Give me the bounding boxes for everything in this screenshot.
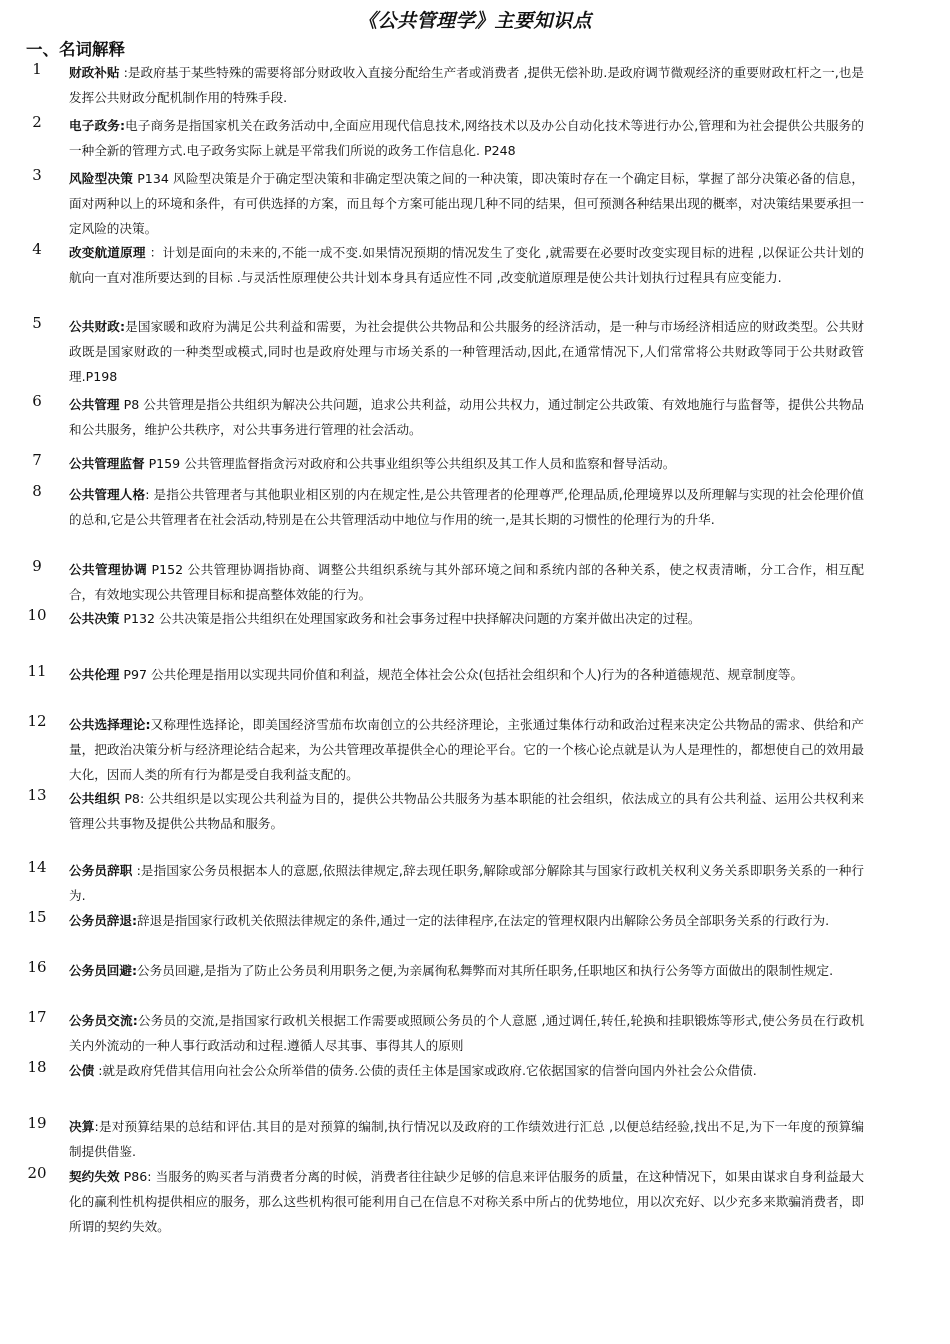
entry-term: 公共管理监督 [69,456,145,471]
entry-body [69,240,864,290]
entry-text: 辞退是指国家行政机关依照法律规定的条件,通过一定的法律程序,在法定的管理权限内出解除公务员全部职务关系的行政行为. [137,913,830,928]
entry-text: : 是指公共管理者与其他职业相区别的内在规定性,是公共管理者的伦理尊严,伦理品质,伦理境界以及所理解与实现的社会伦理价值的总和,它是公共管理者在社会活动,特别是在公共管理活动中地位与作用的统一,是其长期的习惯性的伦理行为的升华. [69,487,865,527]
entry-body [69,60,864,110]
entry-term: 改变航道原理 [69,245,146,260]
entry-term: 公共伦理 [69,667,120,682]
entry-number: 8 [32,482,42,500]
entry-text: :就是政府凭借其信用向社会公众所举借的债务.公债的责任主体是国家或政府.它依据国家的信誉向国内外社会公众借债. [94,1063,757,1078]
entry-number: 5 [32,314,42,332]
entry-term: 财政补贴 [69,65,120,80]
entry-term: 公共组织 [69,791,121,806]
entry-term: 公共管理 [69,397,120,412]
entry-text: 又称理性选择论，即美国经济雪茄布坎南创立的公共经济理论，主张通过集体行动和政治过程来决定公共物品的需求、供给和产量，把政治决策分析与经济理论结合起来，为公共管理改革提供全心的理论平台。它的一个核心论点就是认为人是理性的，都想使自己的效用最大化，因而人类的所有行为都是受自我利益支配的。 [69,717,864,782]
entry-term: 公务员回避: [69,963,138,978]
entry-text: P134 风险型决策是介于确定型决策和非确定型决策之间的一种决策，即决策时存在一个确定目标，掌握了部分决策必备的信息，面对两种以上的环境和条件，有可供选择的方案，而且每个方案可能出现几种不同的结果，但可预测各种结果出现的概率，对决策结果要承担一定风险的决策。 [69,171,865,236]
entry-body [69,858,864,908]
entry-term: 公共财政: [69,319,126,334]
section-heading: 一、名词解释 [26,40,125,59]
entry-body [69,1114,864,1164]
entry-text: 电子商务是指国家机关在政务活动中,全面应用现代信息技术,网络技术以及办公自动化技术等进行办公,管理和为社会提供公共服务的一种全新的管理方式.电子政务实际上就是平常我们所说的政务工作信息化. P248 [69,118,864,158]
document-title: 《公共管理学》主要知识点 [357,10,592,32]
entry-text: :是对预算结果的总结和评估.其目的是对预算的编制,执行情况以及政府的工作绩效进行汇总 ,以便总结经验,找出不足,为下一年度的预算编制提供借鉴. [69,1119,865,1159]
entry-body [69,314,864,389]
entry-text: P152 公共管理协调指协商、调整公共组织系统与其外部环境之间和系统内部的各种关系，使之权责清晰，分工合作，相互配合，有效地实现公共管理目标和提高整体效能的行为。 [69,562,865,602]
entry-body [69,1008,864,1058]
entry-body [69,1058,864,1083]
entry-body [69,712,864,787]
entry-text: ：计划是面向的未来的,不能一成不变.如果情况预期的情况发生了变化 ,就需要在必要时改变实现目标的进程 ,以保证公共计划的航向一直对准所要达到的目标 .与灵活性原理使公共计划本身具有适应性不同 ,改变航道原理是使公共计划执行过程具有应变能力. [69,245,864,285]
entry-number: 6 [32,392,42,410]
entry-term: 公共选择理论: [69,717,151,732]
entry-number: 10 [27,606,47,624]
entry-body [69,606,864,631]
entry-number: 3 [32,166,42,184]
entry-number: 17 [27,1008,47,1026]
entry-body [69,166,864,241]
entry-text: 是国家暖和政府为满足公共利益和需要，为社会提供公共物品和公共服务的经济活动，是一种与市场经济相适应的财政类型。公共财政既是国家财政的一种类型或模式,同时也是政府处理与市场关系的一种管理活动,因此,在通常情况下,人们常常将公共财政等同于公共财政管理.P198 [69,319,865,384]
entry-body [69,392,864,442]
entry-term: 公债 [69,1063,95,1078]
entry-term: 公务员辞职 [69,863,133,878]
entry-body [69,557,864,607]
entry-number: 15 [27,908,47,926]
entry-number: 11 [27,662,47,680]
entry-number: 12 [27,712,47,730]
entry-text: 公务员回避,是指为了防止公务员利用职务之便,为亲属徇私舞弊而对其所任职务,任职地区和执行公务等方面做出的限制性规定. [137,963,834,978]
entry-text: :是政府基于某些特殊的需要将部分财政收入直接分配给生产者或消费者 ,提供无偿补助.是政府调节微观经济的重要财政杠杆之一,也是发挥公共财政分配机制作用的特殊手段. [69,65,864,105]
entry-term: 公共决策 [69,611,120,626]
entry-body [69,451,864,476]
entry-number: 4 [32,240,42,258]
entry-number: 14 [27,858,47,876]
entry-text: P8: 公共组织是以实现公共利益为目的，提供公共物品公共服务为基本职能的社会组织，依法成立的具有公共利益、运用公共权利来管理公共事物及提供公共物品和服务。 [69,791,865,831]
entry-number: 13 [27,786,47,804]
entry-body [69,908,864,933]
entry-term: 决算 [69,1119,95,1134]
entry-text: P132 公共决策是指公共组织在处理国家政务和社会事务过程中抉择解决问题的方案并做出决定的过程。 [119,611,701,626]
entry-body [69,662,864,687]
entry-term: 电子政务: [69,118,126,133]
entry-number: 19 [27,1114,47,1132]
entry-body [69,113,864,163]
entry-term: 风险型决策 [69,171,133,186]
entry-number: 16 [27,958,47,976]
entry-number: 9 [32,557,42,575]
entry-term: 契约失效 [69,1169,120,1184]
entry-text: P8 公共管理是指公共组织为解决公共问题，追求公共利益，动用公共权力，通过制定公共政策、有效地施行与监督等，提供公共物品和公共服务，维护公共秩序，对公共事务进行管理的社会活动。 [69,397,865,437]
entry-number: 20 [27,1164,47,1182]
entry-text: P97 公共伦理是指用以实现共同价值和利益，规范全体社会公众(包括社会组织和个人)行为的各种道德规范、规章制度等。 [119,667,804,682]
entry-text: P159 公共管理监督指贪污对政府和公共事业组织等公共组织及其工作人员和监察和督导活动。 [144,456,676,471]
entry-body [69,482,864,532]
entry-body [69,786,864,836]
entry-term: 公务员辞退: [69,913,138,928]
entry-term: 公共管理协调 [69,562,148,577]
entry-text: 公务员的交流,是指国家行政机关根据工作需要或照顾公务员的个人意愿 ,通过调任,转任,轮换和挂职锻炼等形式,使公务员在行政机关内外流动的一种人事行政活动和过程.遵循人尽其事、事得其人的原则 [69,1013,864,1053]
entry-number: 2 [32,113,42,131]
entry-text: P86: 当服务的购买者与消费者分离的时候，消费者往往缺少足够的信息来评估服务的质量，在这种情况下，如果由谋求自身利益最大化的赢利性机构提供相应的服务，那么这些机构很可能利用自己在信息不对称关系中所占的优势地位，用以次充好、以少充多来欺骗消费者，即所谓的契约失效。 [69,1169,864,1234]
entry-term: 公务员交流: [69,1013,138,1028]
entry-text: :是指国家公务员根据本人的意愿,依照法律规定,辞去现任职务,解除或部分解除其与国家行政机关权利义务关系即职务关系的一种行为. [69,863,865,903]
entry-body [69,1164,864,1239]
entry-body [69,958,864,983]
entry-number: 18 [27,1058,47,1076]
entry-number: 1 [32,60,42,78]
entry-number: 7 [32,451,42,469]
entry-term: 公共管理人格 [69,487,146,502]
